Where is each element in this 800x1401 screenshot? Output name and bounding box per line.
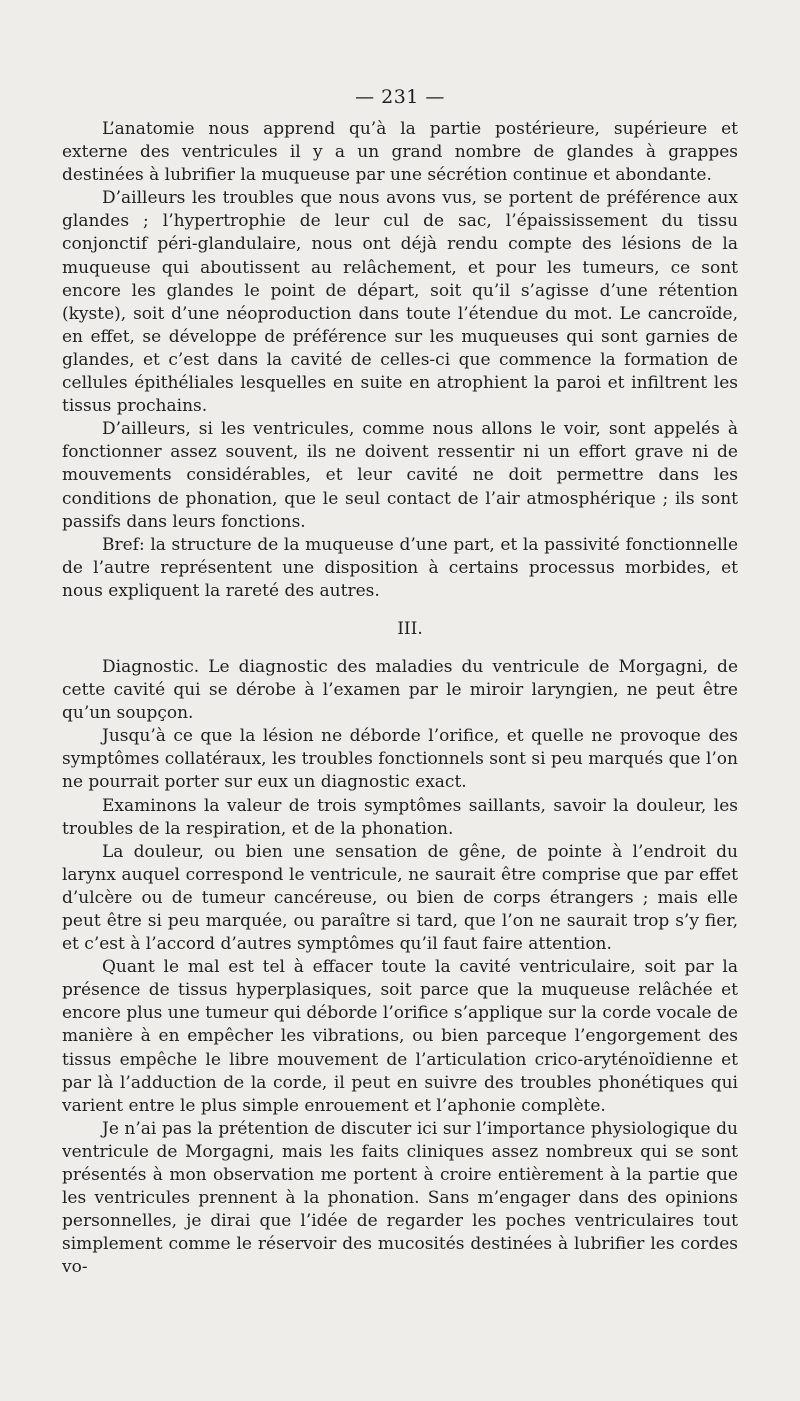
paragraph-pain: La douleur, ou bien une sensation de gêne, de pointe à l’endroit du larynx auquel correspond le ventricule, ne saurait être comprise que par effet d’ulcère ou de tumeur cancéreuse, ou bien de corps étrangers ; mais elle peut être si peu marquée, ou paraître si tard, que l’on ne saurait trop s’y fier, et c’est à l’accord d’autres symptômes qu’il faut faire attention. [62, 841, 738, 955]
paragraph-anatomy-glands: L’anatomie nous apprend qu’à la partie postérieure, supérieure et externe des ventricules il y a un grand nombre de glandes à grappes destinées à lubrifier la muqueuse par une sécrétion continue et abondante. [62, 119, 738, 186]
paragraph-summary: Bref: la structure de la muqueuse d’une part, et la passivité fonctionnelle de l’autre représentent une disposition à certains processus morbides, et nous expliquent la rareté des autres. [62, 534, 738, 601]
paragraph-phonetic-troubles: Quant le mal est tel à effacer toute la cavité ventriculaire, soit par la présence de tissus hyperplasiques, soit parce que la muqueuse relâchée et encore plus une tumeur qui déborde l’orifice s’applique sur la corde vocale de manière à en empêcher les vibrations, ou bien parceque l’engorgement des tissus empêche le libre mouvement de l’articulation crico-aryténoïdienne et par là l’adduction de la corde, il peut en suivre des troubles phonétiques qui varient entre le plus simple enrouement et l’aphonie complète. [62, 957, 738, 1116]
paragraph-gland-troubles: D’ailleurs les troubles que nous avons vus, se portent de préférence aux glandes ; l’hypertrophie de leur cul de sac, l’épaississement du tissu conjonctif péri-glandulaire, nous ont déjà rendu compte des lésions de la muqueuse qui aboutissent au relâchement, et pour les tumeurs, ce sont encore les glandes le point de départ, soit qu’il s’agisse d’une rétention (kyste), soit d’une néoproduction dans toute l’étendue du mot. Le cancroïde, en effet, se développe de préférence sur les muqueuses qui sont garnies de glandes, et c’est dans la cavité de celles-ci que commence la formation de cellules épithéliales lesquelles en suite en atrophient la paroi et infiltrent les tissus prochains. [62, 188, 738, 417]
paragraph-lesion-orifice: Jusqu’à ce que la lésion ne déborde l’orifice, et quelle ne provoque des symptômes collatéraux, les troubles fonctionnels sont si peu marqués que l’on ne pourrait porter sur eux un diagnostic exact. [62, 726, 738, 793]
paragraph-diagnostic: Diagnostic. Le diagnostic des maladies du ventricule de Morgagni, de cette cavité qui se dérobe à l’examen par le miroir laryngien, ne peut être qu’un soupçon. [62, 656, 738, 724]
body-text [62, 118, 738, 1280]
section-heading: III. [397, 618, 423, 639]
paragraph-three-symptoms: Examinons la valeur de trois symptômes saillants, savoir la douleur, les troubles de la respiration, et de la phonation. [62, 795, 738, 839]
paragraph-physiology: Je n’ai pas la prétention de discuter ici sur l’importance physiologique du ventricule de Morgagni, mais les faits cliniques assez nombreux qui se sont présentés à mon observation me portent à croire entièrement à la partie que les ventricules prennent à la phonation. Sans m’engager dans des opinions personnelles, je dirai que l’idée de regarder les poches ventriculaires tout simplement comme le réservoir des mucosités destinées à lubrifier les cordes vo- [62, 1118, 738, 1278]
page-number: — 231 — [355, 86, 445, 108]
paragraph-ventricle-function: D’ailleurs, si les ventricules, comme nous allons le voir, sont appelés à fonctionner assez souvent, ils ne doivent ressentir ni un effort grave ni de mouvements considérables, et leur cavité ne doit permettre dans les conditions de phonation, que le seul contact de l’air atmosphérique ; ils sont passifs dans leurs fonctions. [62, 419, 738, 532]
